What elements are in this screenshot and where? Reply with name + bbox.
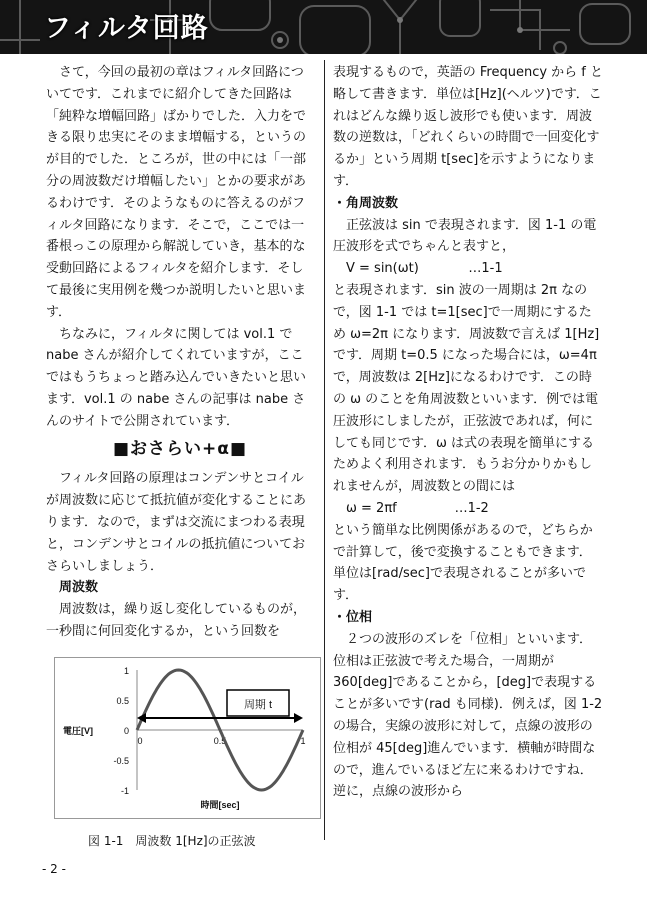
- equation-1-2: ω = 2πf …1-2: [346, 500, 489, 516]
- subheading-frequency: 周波数: [59, 580, 99, 596]
- paragraph-sine: 正弦波は sin で表現されます．図 1-1 の電圧波形を式でちゃんと表すと，: [333, 217, 597, 255]
- period-arrow-right-head: [294, 713, 303, 723]
- period-annotation-text: 周期 t: [243, 699, 273, 711]
- y-tick-label: -0.5: [113, 756, 129, 766]
- subheading-angular-frequency: ・角周波数: [333, 195, 399, 211]
- subheading-phase: ・位相: [333, 609, 373, 625]
- x-tick-label: 0.5: [213, 736, 227, 746]
- chapter-header: [0, 0, 647, 54]
- y-tick-label: -1: [120, 786, 129, 796]
- paragraph-frequency: 周波数は，繰り返し変化しているものが，一秒間に何回変化するか，という回数を: [46, 602, 307, 639]
- y-tick-label: 0.5: [116, 696, 129, 706]
- x-tick-label: 1: [300, 736, 306, 746]
- paragraph-principle: フィルタ回路の原理はコンデンサとコイルが周波数に応じて抵抗値が変化することにあります．なので，まずは交流にまつわる表現と，コンデンサとコイルの抵抗値についておさらいしましょう．: [46, 471, 307, 574]
- left-column: [46, 62, 314, 643]
- chapter-title: フィルタ回路: [44, 13, 209, 44]
- column-divider: [324, 60, 325, 840]
- equation-1-1: V = sin(ωt) …1-1: [346, 261, 503, 277]
- figure-caption: 図 1-1 周波数 1[Hz]の正弦波: [88, 834, 256, 848]
- y-tick-label: 1: [123, 666, 129, 676]
- right-column: [333, 62, 603, 803]
- figure-1-1: [54, 657, 321, 819]
- sine-wave-chart: [55, 658, 320, 818]
- paragraph-vol1-note: ちなみに，フィルタに関しては vol.1 で nabe さんが紹介してくれていますが，ここではもうちょっと踏み込んでいきたいと思います．vol.1 の nabe さんの記事は nabe さんのサイトで公開されています．: [46, 326, 307, 429]
- y-tick-label: 0: [123, 726, 129, 736]
- y-axis-label: 電圧[V]: [63, 726, 93, 736]
- paragraph-frequency-cont: 表現するもので，英語の Frequency から f と略して書きます．単位は[Hz](ヘルツ)です．これはどんな繰り返し波形でも使います．周波数の逆数は，「どれくらいの時間で一回変化するか」という周期 t[sec]を示すようになります．: [333, 65, 604, 189]
- paragraph-phase: ２つの波形のズレを「位相」といいます．位相は正弦波で考えた場合，一周期が 360[deg]であることから，[deg]で表現することが多いです(rad も同様)．例えば，図 1-2 の場合，実線の波形に対して，点線の波形の位相が 45[deg]進んでいます．横軸が時間なので，進んでいるほど左に来るわけですね．逆に，点線の波形から: [333, 631, 603, 800]
- paragraph-intro: さて，今回の最初の章はフィルタ回路についてです．これまでに紹介してきた回路は「純粋な増幅回路」ばかりでした．入力をできる限り忠実にそのまま増幅する，というのが目的でした．ところが，世の中には「一部分の周波数だけ増幅したい」とかの要求があるわけです．そのようなものに答えるのがフィルタ回路になります．そこで，ここでは一番根っこの原理から解説していき，基本的な受動回路によるフィルタを紹介します．そして最後に実用例を幾つか説明したいと思います．: [46, 65, 307, 320]
- page-number: - 2 -: [42, 862, 66, 876]
- paragraph-units: という簡単な比例関係があるので，どちらかで計算して，後で変換することもできます．単位は[rad/sec]で表現されることが多いです．: [333, 522, 593, 604]
- x-tick-label: 0: [137, 736, 143, 746]
- x-axis-label: 時間[sec]: [200, 800, 240, 810]
- paragraph-omega: と表現されます．sin 波の一周期は 2π なので，図 1-1 では t=1[sec]で一周期にするため ω=2π になります．周波数で言えば 1[Hz]です．周期 t=0.5 になった場合には，ω=4π で，周波数は 2[Hz]になるわけです．この時の ω のことを角周波数といいます．例では電圧波形にしましたが，正弦波であれば，何にしても同じです．ω は式の表現を簡単にするためよく利用されます．もうお分かりかもしれませんが，周波数との間には: [333, 282, 600, 495]
- section-heading: ■おさらい+α■: [112, 438, 248, 459]
